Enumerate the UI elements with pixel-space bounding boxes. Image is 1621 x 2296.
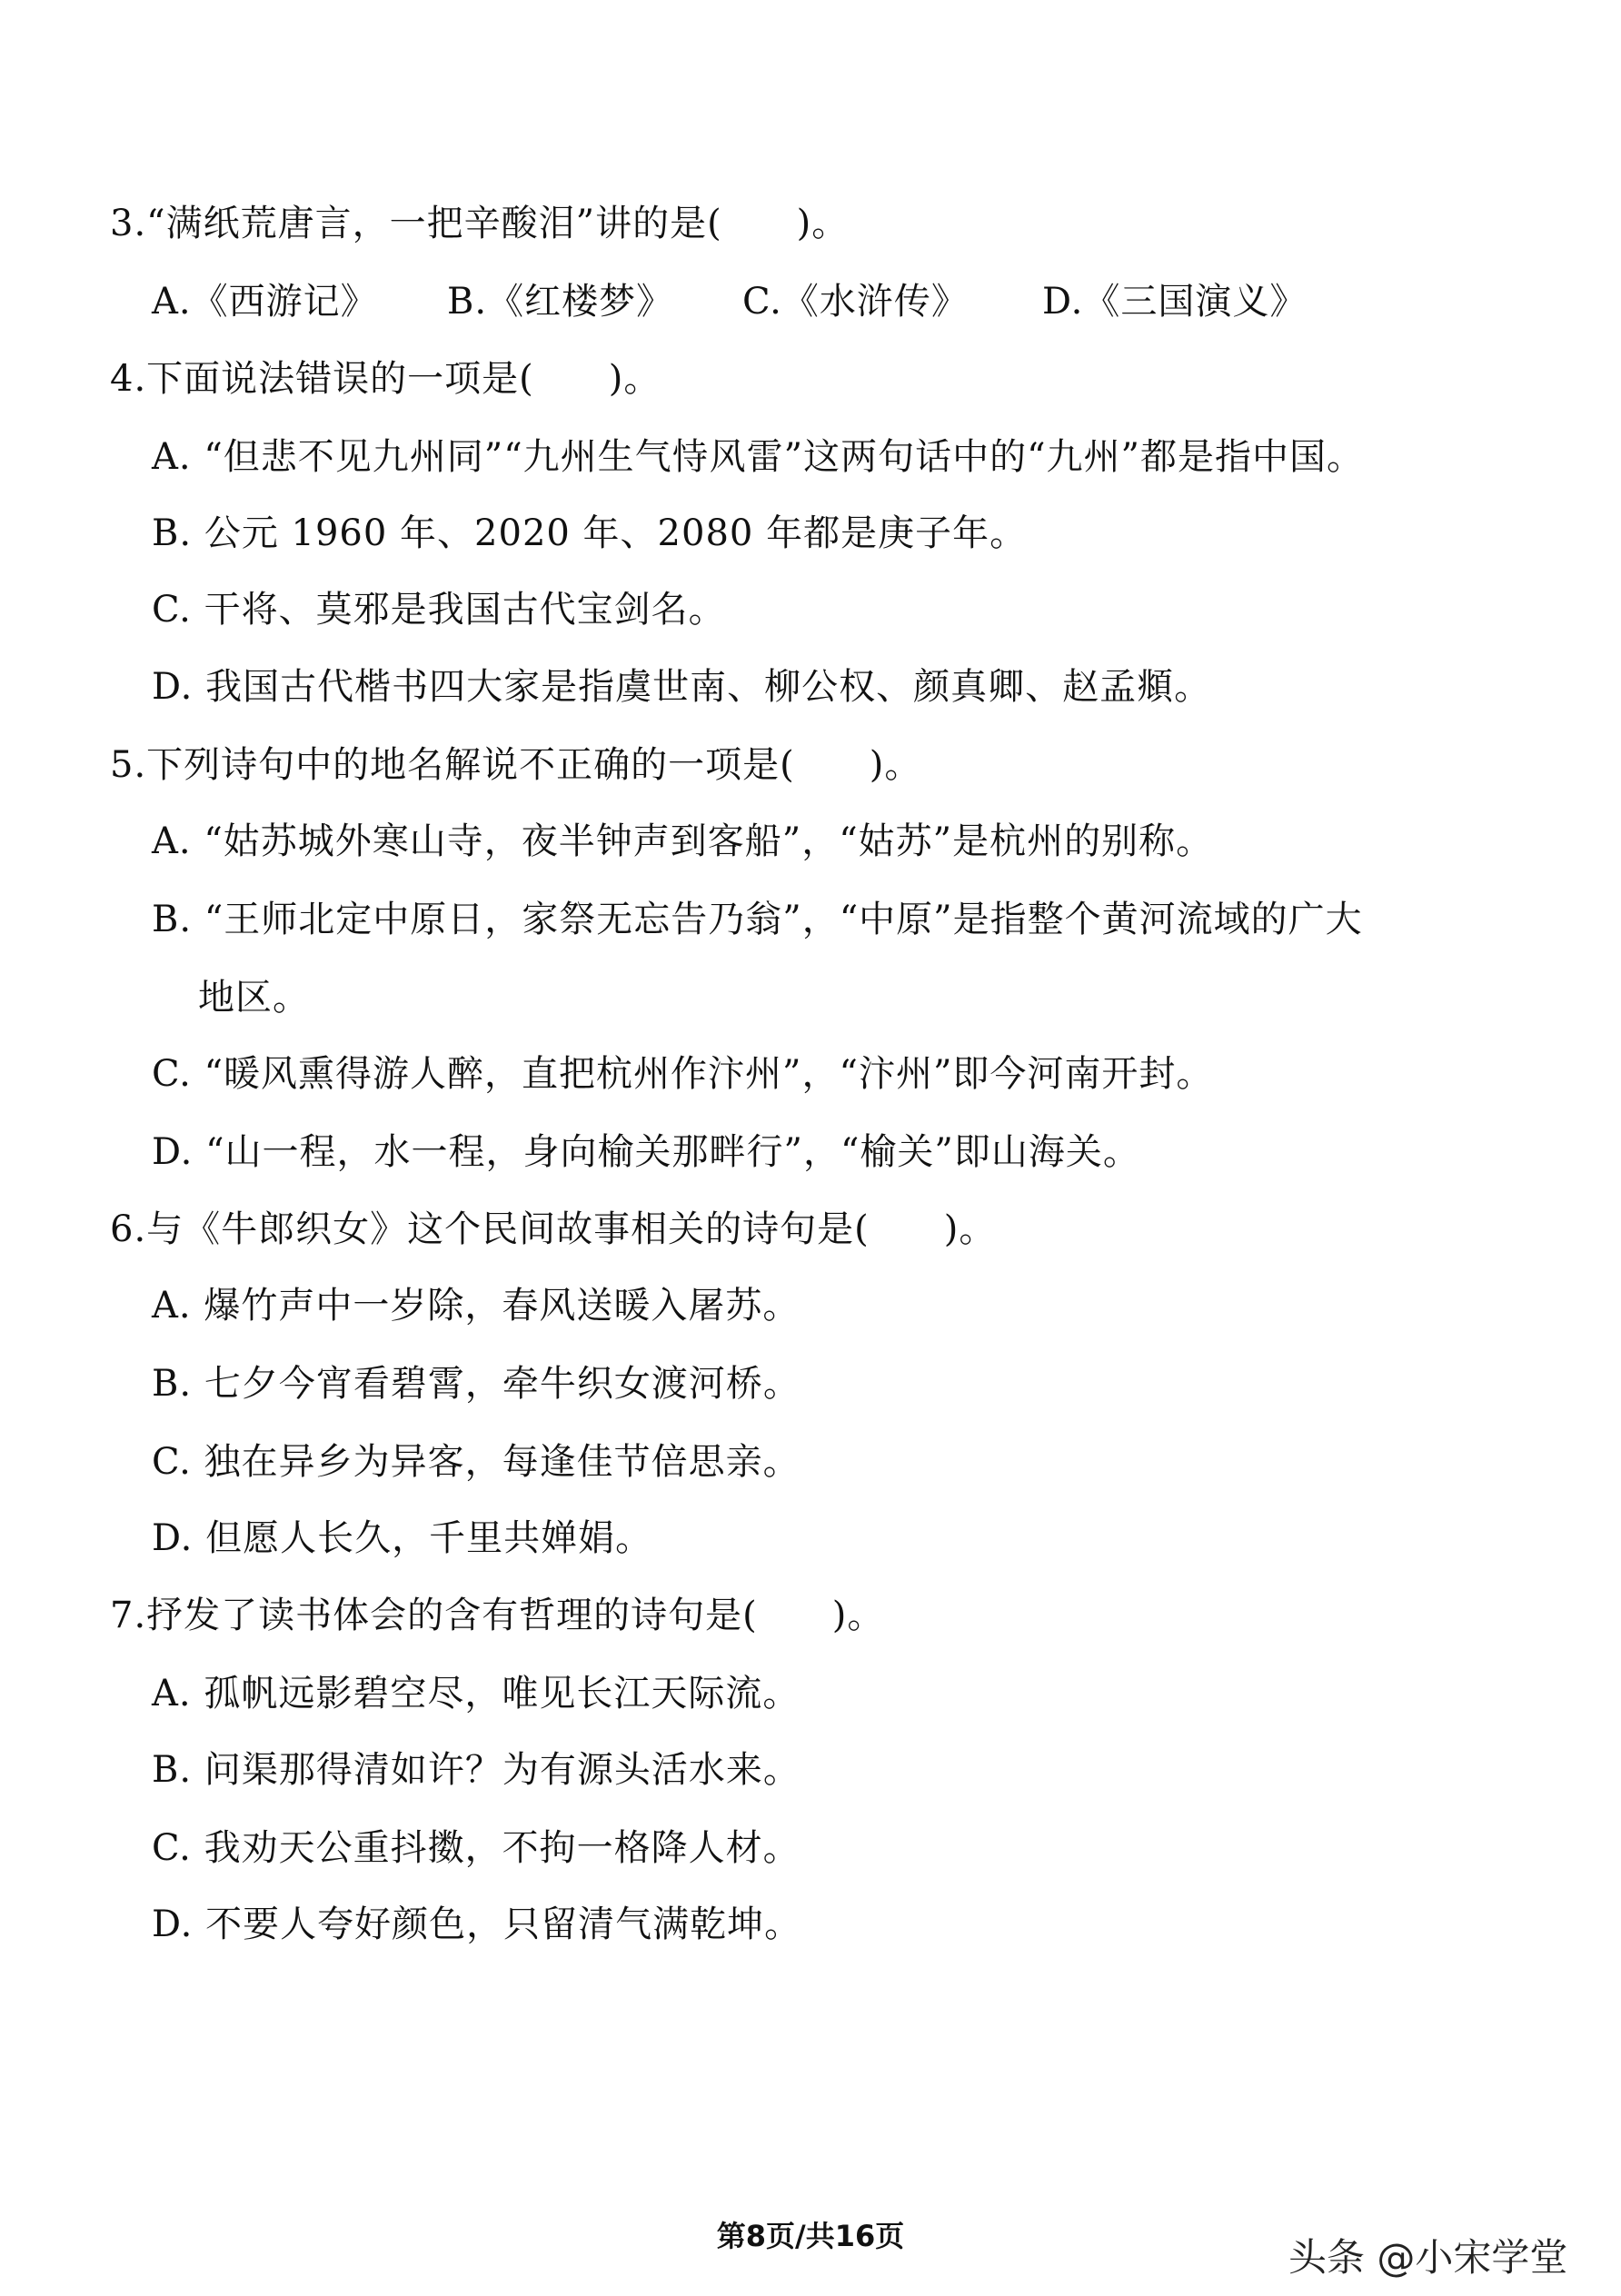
- option-c: C.《水浒传》: [742, 281, 969, 323]
- question-number: 4.: [110, 358, 147, 400]
- question-number: 3.: [110, 203, 147, 244]
- question-6-stem: [110, 1204, 996, 1255]
- question-text: 抒发了读书体会的含有哲理的诗句是( )。: [146, 1595, 885, 1636]
- question-6-option-d: D. 但愿人长久，千里共婵娟。: [152, 1517, 653, 1559]
- question-number: 5.: [110, 744, 147, 786]
- watermark: 头条 @小宋学堂: [1288, 2235, 1568, 2280]
- question-6-option-b: B. 七夕今宵看碧霄，牵牛织女渡河桥。: [152, 1363, 801, 1405]
- question-6-option-c: C. 独在异乡为异客，每逢佳节倍思亲。: [152, 1441, 801, 1483]
- question-text: 下面说法错误的一项是( )。: [146, 358, 661, 400]
- question-4-stem: [110, 353, 661, 404]
- question-7-option-b: B. 问渠那得清如许？为有源头活水来。: [152, 1749, 801, 1791]
- question-7-option-c: C. 我劝天公重抖擞，不拘一格降人材。: [152, 1827, 801, 1869]
- question-4-option-a: A. “但悲不见九州同”“九州生气恃风雷”这两句话中的“九州”都是指中国。: [152, 436, 1365, 478]
- question-3-stem: [110, 198, 849, 249]
- question-7-option-d: D. 不要人夸好颜色，只留清气满乾坤。: [152, 1903, 802, 1945]
- question-5-option-a: A. “姑苏城外寒山寺，夜半钟声到客船”，“姑苏”是杭州的别称。: [152, 820, 1214, 862]
- question-4-option-d: D. 我国古代楷书四大家是指虞世南、柳公权、颜真卿、赵孟頫。: [152, 666, 1212, 708]
- question-5-option-d: D. “山一程，水一程，身向榆关那畔行”，“榆关”即山海关。: [152, 1131, 1140, 1173]
- question-text: 下列诗句中的地名解说不正确的一项是( )。: [146, 744, 922, 786]
- question-5-option-c: C. “暖风熏得游人醉，直把杭州作汴州”，“汴州”即今河南开封。: [152, 1053, 1214, 1095]
- question-4-option-b: B. 公元 1960 年、2020 年、2080 年都是庚子年。: [152, 512, 1028, 554]
- question-5-option-b-continued: 地区。: [198, 977, 310, 1019]
- option-b: B.《红楼梦》: [447, 281, 674, 323]
- question-4-option-c: C. 干将、莫邪是我国古代宝剑名。: [152, 589, 726, 631]
- question-3-options: [152, 276, 1307, 327]
- question-5-option-b: B. “王师北定中原日，家祭无忘告乃翁”，“中原”是指整个黄河流域的广大: [152, 899, 1363, 940]
- question-7-option-a: A. 孤帆远影碧空尽，唯见长江天际流。: [152, 1673, 801, 1715]
- question-6-option-a: A. 爆竹声中一岁除，春风送暖入屠苏。: [152, 1285, 801, 1327]
- page-number: 第8页/共16页: [716, 2219, 905, 2253]
- question-number: 6.: [110, 1208, 147, 1250]
- question-text: 与《牛郎织女》这个民间故事相关的诗句是( )。: [146, 1208, 997, 1250]
- option-d: D.《三国演义》: [1042, 281, 1308, 323]
- question-7-stem: [110, 1590, 884, 1641]
- question-number: 7.: [110, 1595, 147, 1636]
- question-text: “满纸荒唐言，一把辛酸泪”讲的是( )。: [146, 203, 850, 244]
- option-a: A.《西游记》: [152, 281, 378, 323]
- question-5-stem: [110, 740, 921, 790]
